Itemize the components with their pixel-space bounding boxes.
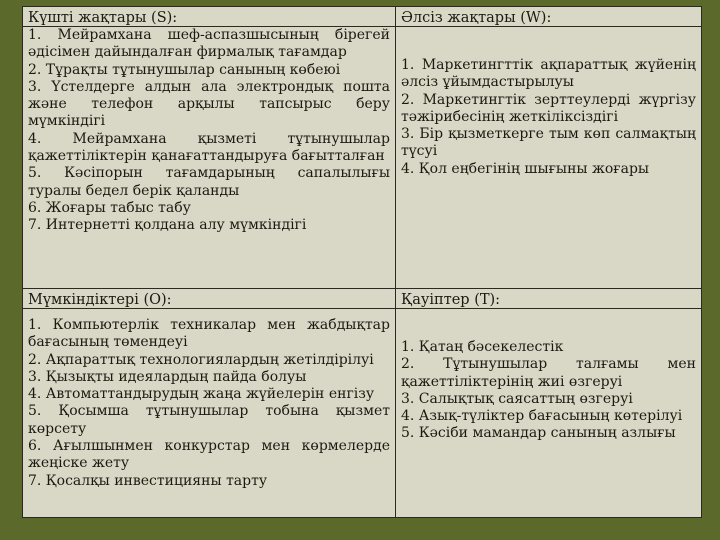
opportunities-title: Мүмкіндіктері (O): (23, 289, 395, 309)
weakness-item: 3. Бір қызметкерге тым көп салмақтың түсуі (401, 126, 696, 160)
threat-item: 1. Қатаң бәсекелестік (401, 339, 564, 355)
threat-item: 4. Азық-түліктер бағасының көтерілуі (401, 408, 683, 425)
threats-list (396, 309, 701, 443)
weaknesses-list (396, 27, 701, 178)
strength-item: 5. Кәсіпорын тағамдарының сапалылығы туралы бедел берік қаланды (28, 165, 390, 199)
threat-item: 3. Салықтық саясаттың өзгеруі (401, 390, 633, 407)
opportunities-cell (23, 289, 396, 517)
weaknesses-cell (396, 7, 701, 289)
weakness-item: 1. Маркетингттік ақпараттық жүйенің әлсіз ұйымдастырылуы (401, 57, 696, 91)
strength-item: 6. Жоғары табыс табу (28, 199, 191, 216)
strength-item: 3. Үстелдерге алдын ала электрондық пошта және телефон арқылы тапсырыс беру мүмкіндігі (28, 78, 390, 130)
threat-item: 5. Кәсіби мамандар санының азлығы (401, 425, 676, 442)
opportunity-item: 1. Компьютерлік техникалар мен жабдықтар бағасының төмендеуі (28, 317, 390, 351)
threats-title: Қауіптер (T): (396, 289, 701, 309)
opportunity-item: 2. Ақпараттық технологиялардың жетілдірілуі (28, 351, 374, 368)
opportunity-item: 6. Ағылшынмен конкурстар мен көрмелерде жеңіске жету (28, 438, 390, 472)
opportunity-item: 4. Автоматтандырудың жаңа жүйелерін енгізу (28, 386, 375, 403)
strength-item: 4. Мейрамхана қызметі тұтынушылар қажеттіліктерін қанағаттандыруға бағытталған (28, 130, 390, 165)
strengths-list (23, 27, 395, 235)
opportunity-item: 5. Қосымша тұтынушылар тобына қызмет көрсету (28, 403, 390, 437)
strengths-title: Күшті жақтары (S): (23, 7, 395, 27)
strength-item: 1. Мейрамхана шеф-аспазшысының бірегей әдісімен дайындалған фирмалық тағамдар (28, 27, 390, 61)
strengths-cell (23, 7, 396, 289)
swot-table-sheet (22, 6, 702, 518)
strength-item: 7. Интернетті қолдана алу мүмкіндігі (28, 217, 307, 234)
weaknesses-title: Әлсіз жақтары (W): (396, 7, 701, 27)
threats-cell (396, 289, 701, 517)
strength-item: 2. Тұрақты тұтынушылар санының көбеюі (28, 61, 341, 78)
threat-item: 2. Тұтынушылар талғамы мен қажеттіліктерінің жиі өзгеруі (401, 356, 696, 390)
weakness-item: 2. Маркетингтік зерттеулерді жүргізу тәжірибесінің жеткіліксіздігі (401, 91, 696, 125)
opportunity-item: 7. Қосалқы инвестицияны тарту (28, 472, 268, 489)
swot-grid (23, 7, 701, 517)
opportunity-item: 3. Қызықты идеялардың пайда болуы (28, 368, 307, 385)
weakness-item: 4. Қол еңбегінің шығыны жоғары (401, 160, 650, 177)
opportunities-list (23, 309, 395, 490)
